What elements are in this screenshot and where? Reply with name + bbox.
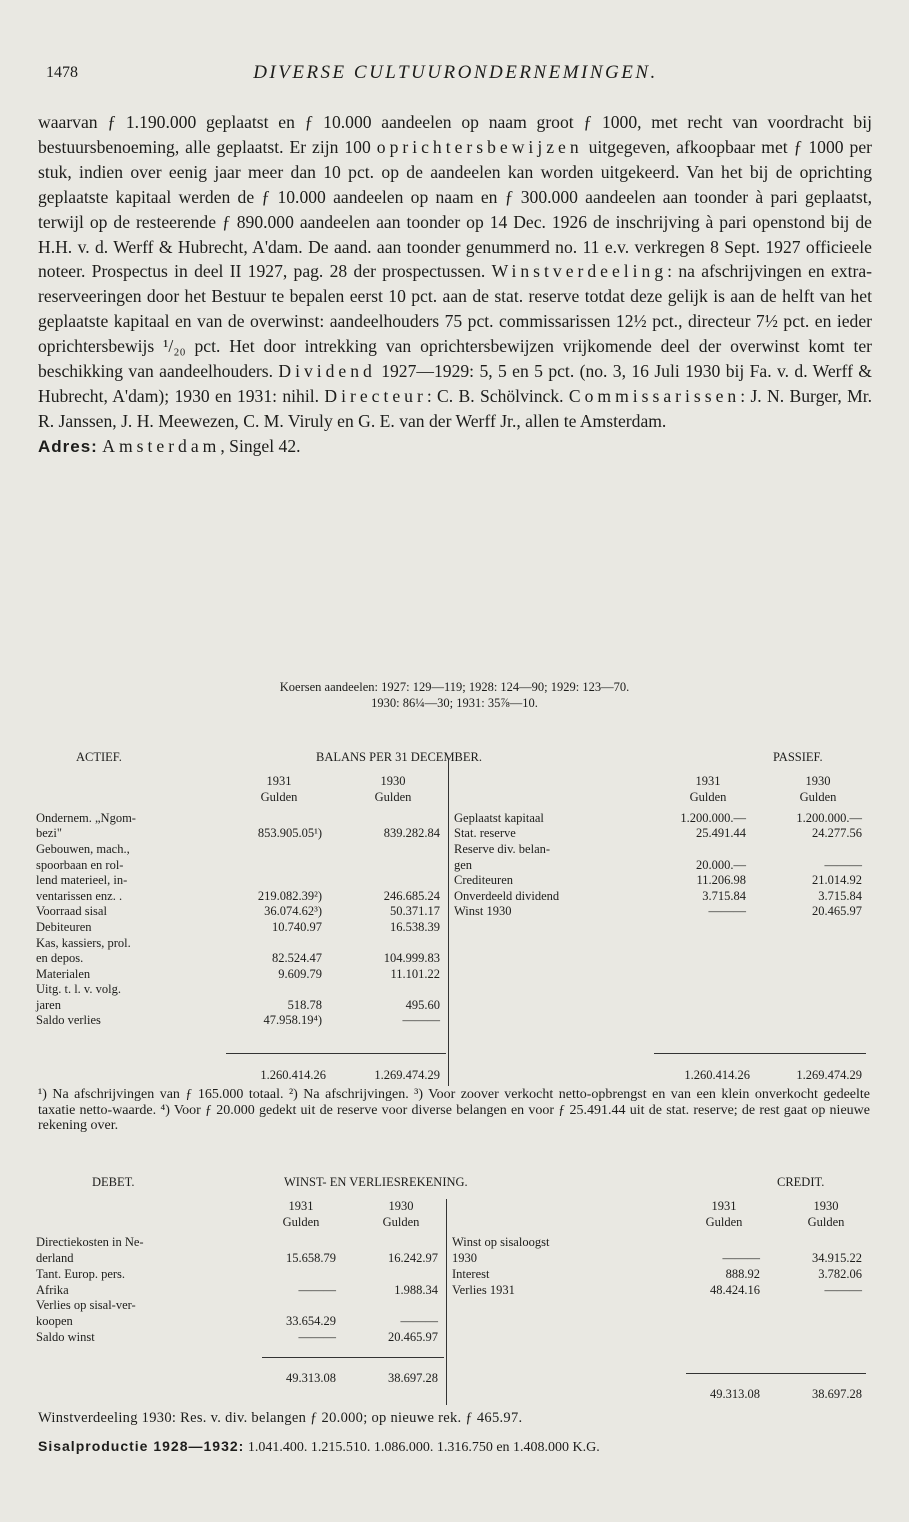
share-prices [0, 679, 909, 711]
wv-divider [446, 1199, 447, 1405]
actief-label: lend materieel, in- [36, 873, 128, 887]
actief-value-1931: 36.074.62³) [264, 904, 322, 918]
actief-label: Materialen [36, 967, 91, 981]
debet-label: Tant. Europ. pers. [36, 1267, 126, 1281]
wv-total-right-1931: 49.313.08 [710, 1387, 760, 1401]
balance-total-left-1931: 1.260.414.26 [260, 1068, 326, 1082]
wv-left-year-1930: 1930 [388, 1199, 414, 1213]
body-text: uitgegeven, afkoopbaar met ƒ 1000 per stuk, indien over eenig jaar meer dan 10 pct. op de aandeelen kan worden uitgekeerd. Van het bij de oprichting geplaatste kapitaal werden de ƒ 10.000 aandeelen op naam en ƒ 300.000 aandeelen aan toonder à pari geplaatst, terwijl op de resteerende ƒ 890.000 aandeelen aan toonder op 14 Dec. 1926 de inschrijving à pari openstond bij de H.H. v. d. Werff & Hubrecht, A'dam. De aand. aan toonder genummerd no. 11 e.v. verkregen 8 Sept. 1927 officieele noteer. Prospectus in deel II 1927, pag. 28 der prospectussen. [38, 136, 873, 282]
actief-label: Debiteuren [36, 920, 92, 934]
passief-label: Geplaatst kapitaal [454, 811, 544, 825]
actief-value-1931: 10.740.97 [272, 920, 322, 934]
balance-right-year-1930: 1930 [805, 774, 831, 788]
running-title: DIVERSE CULTUURONDERNEMINGEN. [253, 62, 658, 83]
balance-divider [448, 758, 449, 1086]
debet-label: Directiekosten in Ne- [36, 1235, 144, 1249]
actief-value-1931: 47.958.19⁴) [263, 1013, 322, 1027]
actief-value-1930: ——— [402, 1013, 440, 1027]
balance-left-unit-1930: Gulden [374, 790, 412, 804]
balance-total-right-1930: 1.269.474.29 [796, 1068, 862, 1082]
passief-value-1931: 25.491.44 [696, 826, 746, 840]
credit-label: Verlies 1931 [452, 1283, 515, 1297]
spaced-term-commissarissen: Commissarissen [568, 385, 741, 406]
balance-sheet [36, 750, 872, 1090]
wv-left-unit-1930: Gulden [382, 1215, 420, 1229]
wv-total-right-1930: 38.697.28 [812, 1387, 862, 1401]
debet-label: Verlies op sisal-ver- [36, 1298, 136, 1312]
passief-value-1931: ——— [708, 904, 746, 918]
actief-value-1931: 853.905.05¹) [257, 826, 322, 840]
body-text: : C. B. Schölvinck. [426, 385, 569, 406]
balance-footnotes [38, 1087, 870, 1134]
actief-label: Gebouwen, mach., [36, 842, 130, 856]
sisal-production [38, 1438, 878, 1456]
wv-right-total-rule [686, 1373, 866, 1374]
credit-value-1930: ——— [824, 1283, 862, 1297]
passief-label: Stat. reserve [454, 826, 516, 840]
actief-label: ventarissen enz. . [36, 889, 123, 903]
body-text: 1927—1929: 5, 5 en 5 pct. (no. 3, 16 Juli 1930 bij Fa. v. d. Werff & Hubrecht, A'dam); 1930 en 1931: nihil. [38, 361, 872, 406]
debet-value-1930: ——— [400, 1314, 438, 1328]
body-text: : na afschrijvingen en extra-reserveeringen door het Bestuur te bepalen eerst 10 pct. aan de stat. reserve totdat deze gelijk is aan de helft van het geplaatste kapitaal en van de overwinst: aandeelhouders 75 pct. commissarissen 12½ pct., directeur 7½ pct. en ieder oprichtersbewijs ¹/₂₀ pct. Het door intrekking van oprichtersbewijzen vrijkomende deel der overwinst komt ter beschikking van aandeelhouders. [38, 261, 872, 382]
spaced-term: oprichtersbewijzen [376, 136, 583, 157]
wv-left-total-rule [262, 1357, 444, 1358]
debet-value-1930: 16.242.97 [388, 1251, 438, 1265]
actief-value-1931: 9.609.79 [278, 967, 322, 981]
actief-value-1931: 518.78 [287, 998, 322, 1012]
page-header [46, 62, 865, 88]
actief-label: jaren [36, 998, 61, 1012]
credit-label: Interest [452, 1267, 490, 1281]
wv-left-year-1931: 1931 [288, 1199, 314, 1213]
passief-value-1931: 1.200.000.— [680, 811, 746, 825]
balance-total-left-1930: 1.269.474.29 [374, 1068, 440, 1082]
address-city: Amsterdam [102, 435, 221, 456]
credit-value-1930: 3.782.06 [818, 1267, 862, 1281]
debet-label: Saldo winst [36, 1330, 95, 1344]
passief-value-1930: 1.200.000.— [796, 811, 862, 825]
balance-actief-heading: ACTIEF. [76, 750, 122, 764]
passief-value-1930: 24.277.56 [812, 826, 862, 840]
debet-label: koopen [36, 1314, 73, 1328]
page-number: 1478 [46, 64, 78, 81]
body-paragraph [38, 110, 872, 434]
wv-total-left-1930: 38.697.28 [388, 1371, 438, 1385]
debet-value-1931: ——— [298, 1283, 336, 1297]
body-text: waarvan ƒ 1.190.000 geplaatst en ƒ 10.000 aandeelen op naam groot ƒ 1000, met recht van voordracht bij bestuursbenoeming, alle geplaatst. Er zijn 100 [38, 112, 872, 157]
debet-value-1931: 33.654.29 [286, 1314, 336, 1328]
actief-value-1930: 50.371.17 [390, 904, 440, 918]
actief-value-1930: 246.685.24 [383, 889, 440, 903]
actief-label: spoorbaan en rol- [36, 858, 124, 872]
actief-label: bezi" [36, 826, 62, 840]
spaced-term-directeur: Directeur [324, 385, 427, 406]
body-text: : J. N. Burger, Mr. R. Janssen, J. H. Meewezen, C. M. Viruly en G. E. van der Werff Jr., allen te Amsterdam. [38, 385, 872, 431]
wv-title: WINST- EN VERLIESREKENING. [284, 1175, 468, 1189]
passief-label: Onverdeeld dividend [454, 889, 560, 903]
share-prices-label: Koersen aandeelen: [279, 680, 378, 694]
passief-label: Crediteuren [454, 873, 514, 887]
balance-right-total-rule [654, 1053, 866, 1054]
debet-value-1930: 1.988.34 [394, 1283, 438, 1297]
balance-left-unit-1931: Gulden [260, 790, 298, 804]
company-description [38, 110, 872, 460]
debet-value-1930: 20.465.97 [388, 1330, 438, 1344]
balance-right-unit-1930: Gulden [799, 790, 837, 804]
share-prices-values: 1927: 129—119; 1928: 124—90; 1929: 123—70. [381, 680, 630, 694]
credit-label: 1930 [452, 1251, 477, 1265]
passief-value-1930: 3.715.84 [818, 889, 862, 903]
actief-value-1930: 839.282.84 [383, 826, 440, 840]
actief-value-1930: 104.999.83 [383, 951, 440, 965]
address-street: , Singel 42. [220, 435, 301, 456]
profit-loss-account [36, 1175, 872, 1407]
credit-value-1931: 888.92 [725, 1267, 760, 1281]
balance-right-unit-1931: Gulden [689, 790, 727, 804]
balance-title: BALANS PER 31 DECEMBER. [316, 750, 482, 764]
passief-label: Winst 1930 [454, 904, 512, 918]
passief-value-1930: 21.014.92 [812, 873, 862, 887]
credit-label: Winst op sisaloogst [452, 1235, 550, 1249]
balance-left-year-1930: 1930 [380, 774, 406, 788]
debet-label: derland [36, 1251, 74, 1265]
wv-right-year-1931: 1931 [711, 1199, 737, 1213]
debet-label: Afrika [36, 1283, 69, 1297]
actief-value-1930: 495.60 [405, 998, 440, 1012]
actief-label: en depos. [36, 951, 84, 965]
balance-left-year-1931: 1931 [266, 774, 292, 788]
address-line [38, 434, 872, 460]
footnotes-text: ¹) Na afschrijvingen van ƒ 165.000 totaal. ²) Na afschrijvingen. ³) Voor zoover verkocht netto-opbrengst en van een klein onverkocht gedeelte taxatie netto-waarde. ⁴) Voor ƒ 20.000 gedekt uit de reserve voor diverse belangen en voor ƒ 25.491.44 uit de stat. reserve; de rest gaat op nieuwe rekening over. [38, 1087, 870, 1134]
actief-value-1931: 82.524.47 [272, 951, 322, 965]
wv-debet-heading: DEBET. [92, 1175, 135, 1189]
actief-label: Uitg. t. l. v. volg. [36, 982, 121, 996]
passief-value-1930: ——— [824, 858, 862, 872]
actief-value-1930: 16.538.39 [390, 920, 440, 934]
wv-left-unit-1931: Gulden [282, 1215, 320, 1229]
debet-value-1931: 15.658.79 [286, 1251, 336, 1265]
sisal-production-values: 1.041.400. 1.215.510. 1.086.000. 1.316.750 en 1.408.000 K.G. [247, 1440, 600, 1455]
address-label: Adres: [38, 436, 98, 456]
passief-label: gen [454, 858, 473, 872]
passief-value-1931: 20.000.— [696, 858, 746, 872]
actief-label: Ondernem. „Ngom- [36, 811, 136, 825]
passief-label: Reserve div. belan- [454, 842, 551, 856]
share-prices-line-2: 1930: 86¼—30; 1931: 35⅞—10. [371, 696, 538, 710]
credit-value-1931: ——— [722, 1251, 760, 1265]
actief-label: Saldo verlies [36, 1013, 101, 1027]
balance-total-right-1931: 1.260.414.26 [684, 1068, 750, 1082]
spaced-term-dividend: Dividend [278, 361, 376, 382]
profit-distribution-1930: Winstverdeeling 1930: Res. v. div. belangen ƒ 20.000; op nieuwe rek. ƒ 465.97. [38, 1410, 523, 1426]
wv-right-unit-1930: Gulden [807, 1215, 845, 1229]
wv-total-left-1931: 49.313.08 [286, 1371, 336, 1385]
sisal-production-label: Sisalproductie 1928—1932: [38, 1438, 245, 1454]
passief-value-1930: 20.465.97 [812, 904, 862, 918]
spaced-term-winstverdeeling: Winstverdeeling [491, 261, 668, 282]
credit-value-1930: 34.915.22 [812, 1251, 862, 1265]
actief-label: Kas, kassiers, prol. [36, 936, 131, 950]
balance-left-total-rule [226, 1053, 446, 1054]
balance-right-year-1931: 1931 [695, 774, 721, 788]
actief-label: Voorraad sisal [36, 904, 107, 918]
actief-value-1930: 11.101.22 [390, 967, 440, 981]
credit-value-1931: 48.424.16 [710, 1283, 760, 1297]
balance-passief-heading: PASSIEF. [773, 750, 823, 764]
passief-value-1931: 3.715.84 [702, 889, 746, 903]
debet-value-1931: ——— [298, 1330, 336, 1344]
share-prices-line-1 [0, 679, 909, 695]
passief-value-1931: 11.206.98 [696, 873, 746, 887]
wv-right-unit-1931: Gulden [705, 1215, 743, 1229]
wv-right-year-1930: 1930 [813, 1199, 839, 1213]
wv-credit-heading: CREDIT. [777, 1175, 825, 1189]
actief-value-1931: 219.082.39²) [257, 889, 322, 903]
